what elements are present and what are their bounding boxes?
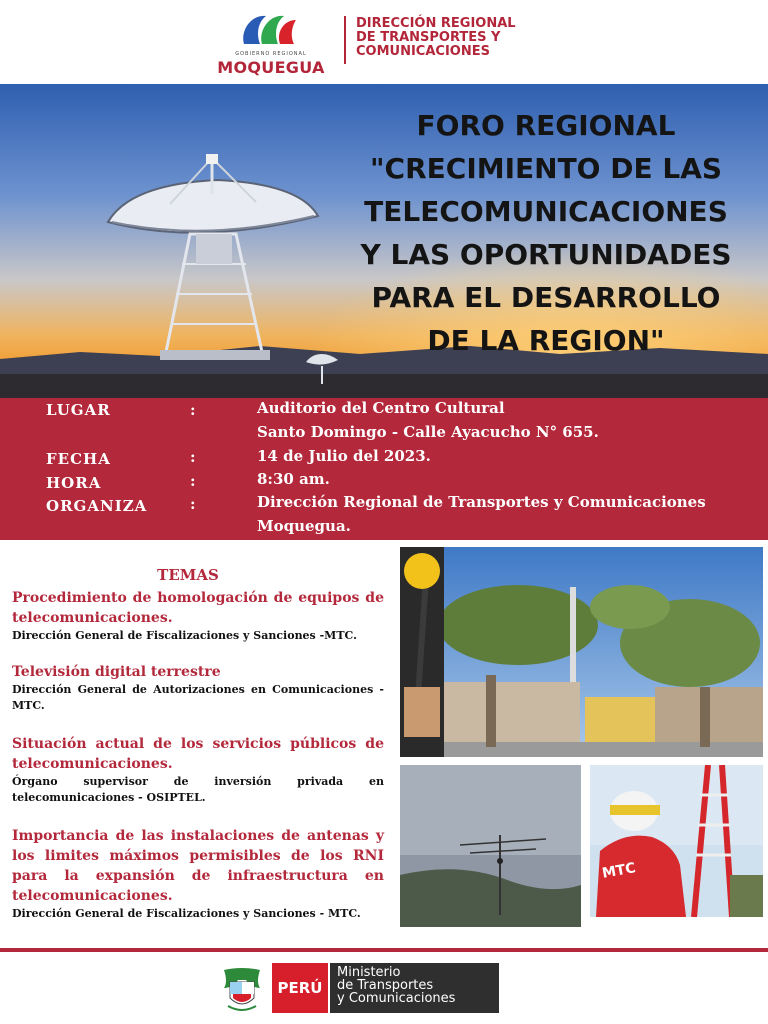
fecha-value: 14 de Julio del 2023. bbox=[257, 447, 431, 465]
field-measurement-photo bbox=[400, 547, 763, 757]
topic-title: Televisión digital terrestre bbox=[12, 664, 221, 680]
gobierno-regional-mark-icon bbox=[238, 10, 302, 50]
title-line: FORO REGIONAL bbox=[416, 109, 676, 142]
topic-item bbox=[12, 588, 384, 644]
title-line: "CRECIMIENTO DE LAS bbox=[369, 152, 723, 185]
header bbox=[0, 0, 768, 84]
topic-organization: Dirección General de Autorizaciones en Comunicaciones - MTC. bbox=[12, 683, 384, 712]
event-details bbox=[0, 398, 768, 540]
temas-heading: TEMAS bbox=[157, 566, 219, 584]
hora-value: 8:30 am. bbox=[257, 470, 330, 488]
peru-label: PERÚ bbox=[272, 963, 328, 1013]
organiza-label: ORGANIZA bbox=[46, 497, 148, 515]
ministry-line-2: de Transportes bbox=[337, 978, 434, 993]
colon: : bbox=[190, 495, 196, 513]
topic-title: Situación actual de los servicios públicos de telecomunicaciones. bbox=[12, 736, 384, 772]
fecha-label: FECHA bbox=[46, 450, 111, 468]
topic-organization: Dirección General de Fiscalizaciones y Sanciones - MTC. bbox=[12, 907, 361, 920]
ministry-line-3: y Comunicaciones bbox=[337, 991, 456, 1006]
title-line: TELECOMUNICACIONES bbox=[364, 195, 728, 228]
lugar-label: LUGAR bbox=[46, 401, 111, 419]
title-line: DE LA REGION" bbox=[427, 324, 665, 357]
event-title bbox=[340, 104, 752, 362]
org-line-3: COMUNICACIONES bbox=[356, 44, 490, 59]
organization-title bbox=[356, 17, 576, 59]
org-line-2: DE TRANSPORTES Y bbox=[356, 30, 501, 45]
hora-label: HORA bbox=[46, 474, 102, 492]
ministry-logo bbox=[330, 963, 499, 1013]
colon: : bbox=[190, 448, 196, 466]
lugar-line-2: Santo Domingo - Calle Ayacucho N° 655. bbox=[257, 423, 599, 441]
hero-banner bbox=[0, 84, 768, 400]
topic-item bbox=[12, 826, 384, 922]
colon: : bbox=[190, 472, 196, 490]
header-divider bbox=[344, 16, 346, 64]
topic-item bbox=[12, 662, 384, 714]
colon: : bbox=[190, 401, 196, 419]
title-line: Y LAS OPORTUNIDADES bbox=[360, 238, 732, 271]
mtc-worker-photo bbox=[590, 765, 763, 917]
logo-name: MOQUEGUA bbox=[217, 58, 325, 77]
antenna-tower-photo bbox=[400, 765, 581, 927]
topic-title: Importancia de las instalaciones de antenas y los limites máximos permisibles de los RNI para la expansión de infraestructura en telecomunicaciones. bbox=[12, 828, 384, 904]
organiza-line-2: Moquegua. bbox=[257, 517, 351, 535]
footer-divider bbox=[0, 948, 768, 952]
topic-organization: Órgano supervisor de inversión privada en telecomunicaciones - OSIPTEL. bbox=[12, 775, 384, 804]
topic-organization: Dirección General de Fiscalizaciones y Sanciones -MTC. bbox=[12, 629, 357, 642]
lugar-line-1: Auditorio del Centro Cultural bbox=[257, 399, 505, 417]
peru-coat-of-arms-icon bbox=[222, 968, 262, 1014]
gobierno-regional-logo bbox=[208, 8, 334, 77]
vest-text: MTC bbox=[600, 860, 637, 882]
title-line: PARA EL DESARROLLO bbox=[371, 281, 721, 314]
logo-small-text: GOBIERNO REGIONAL bbox=[235, 51, 307, 57]
topic-title: Procedimiento de homologación de equipos de telecomunicaciones. bbox=[12, 590, 384, 626]
ministry-line-1: Ministerio bbox=[337, 965, 401, 980]
topic-item bbox=[12, 734, 384, 806]
organiza-line-1: Dirección Regional de Transportes y Comunicaciones bbox=[257, 493, 706, 511]
org-line-1: DIRECCIÓN REGIONAL bbox=[356, 16, 516, 31]
